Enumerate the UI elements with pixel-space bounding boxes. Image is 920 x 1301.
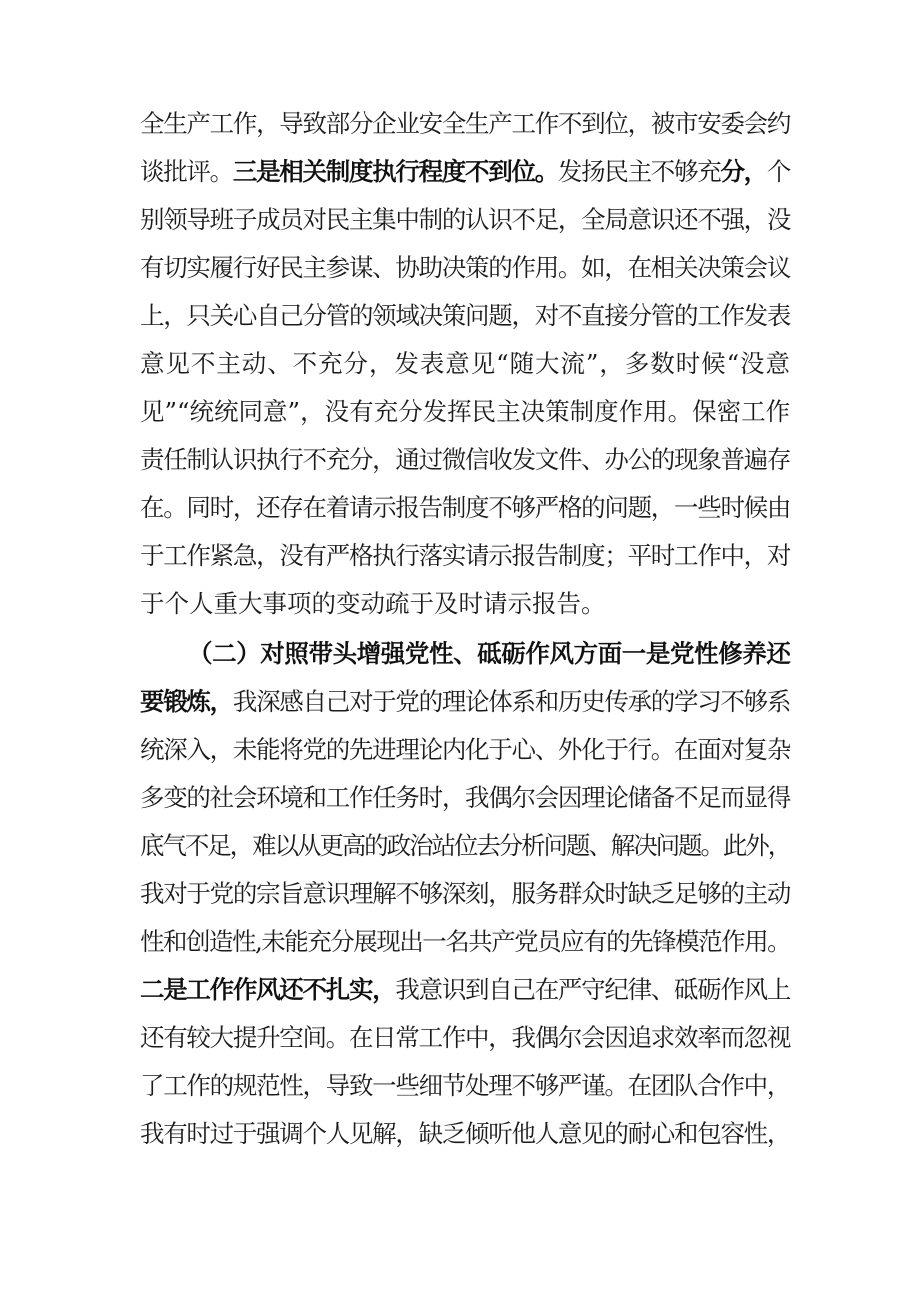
text-line: [140, 436, 790, 484]
text-run: 谈批评。: [140, 157, 233, 186]
text-line: [140, 678, 790, 726]
text-run: 意见不主动、不充分，发表意见“随大流”，多数时候“没意: [140, 349, 790, 378]
text-run: 我意识到自己在严守纪律、砥砺作风上: [395, 975, 790, 1004]
text-line: [140, 870, 790, 918]
text-run: 见”“统统同意”，没有充分发挥民主决策制度作用。保密工作: [140, 397, 791, 426]
text-line: [140, 484, 790, 532]
text-run: 个: [766, 157, 790, 186]
text-line: [140, 148, 790, 196]
text-run: 于个人重大事项的变动疏于及时请示报告。: [140, 589, 606, 618]
text-line: [140, 774, 790, 822]
text-line: [140, 196, 790, 244]
text-run: 责任制认识执行不充分，通过微信收发文件、办公的现象普遍存: [140, 445, 790, 474]
text-line: [140, 1014, 790, 1062]
text-run: 统深入，未能将党的先进理论内化于心、外化于行。在面对复杂: [140, 735, 790, 764]
text-run: 了工作的规范性，导致一些细节处理不够严谨。在团队合作中，: [140, 1071, 790, 1100]
bold-heading-run: 三是相关制度执行程度不到位。: [232, 157, 558, 186]
text-run: 在。同时，还存在着请示报告制度不够严格的问题，一些时候由: [140, 493, 790, 522]
text-line: [140, 1062, 790, 1110]
text-line: [140, 580, 790, 628]
text-line: [140, 1110, 790, 1158]
bold-heading-run: 要锻炼，: [140, 687, 233, 716]
text-run: 于工作紧急，没有严格执行落实请示报告制度；平时工作中，对: [140, 541, 790, 570]
text-line: [140, 532, 790, 580]
text-run: 别领导班子成员对民主集中制的认识不足，全局意识还不强，没: [140, 205, 790, 234]
text-line: [140, 244, 790, 292]
text-run: 上，只关心自己分管的领域决策问题，对不直接分管的工作发表: [140, 301, 790, 330]
text-run: 我有时过于强调个人见解，缺乏倾听他人意见的耐心和包容性，: [140, 1119, 790, 1148]
text-run: 底气不足，难以从更高的政治站位去分析问题、解决问题。此外，: [140, 831, 790, 860]
text-line: [140, 388, 790, 436]
text-run: 性和创造性,未能充分展现出一名共产党员应有的先锋模范作用。: [140, 927, 790, 956]
text-run: 我深感自己对于党的理论体系和历史传承的学习不够系: [232, 687, 790, 716]
text-run: 全生产工作，导致部分企业安全生产工作不到位，被市安委会约: [140, 109, 790, 138]
text-run: 发扬民主不够充: [557, 157, 721, 186]
text-run: 我对于党的宗旨意识理解不够深刻，服务群众时缺乏足够的主动: [140, 879, 790, 908]
bold-heading-run: 二是工作作风还不扎实，: [140, 975, 396, 1004]
text-line: [140, 966, 790, 1014]
text-run: 多变的社会环境和工作任务时，我偶尔会因理论储备不足而显得: [140, 783, 790, 812]
text-run: 还有较大提升空间。在日常工作中，我偶尔会因追求效率而忽视: [140, 1023, 790, 1052]
text-run: 有切实履行好民主参谋、协助决策的作用。如，在相关决策会议: [140, 253, 790, 282]
section-heading: （二）对照带头增强党性、砥砺作风方面一是党性修养还: [188, 639, 791, 668]
text-line: [140, 726, 790, 774]
bold-text-run: 分，: [720, 157, 767, 186]
text-line: [140, 292, 790, 340]
text-line: [140, 100, 790, 148]
section-heading-line: [188, 630, 790, 678]
text-line: [140, 340, 790, 388]
text-line: [140, 918, 790, 966]
text-line: [140, 822, 790, 870]
